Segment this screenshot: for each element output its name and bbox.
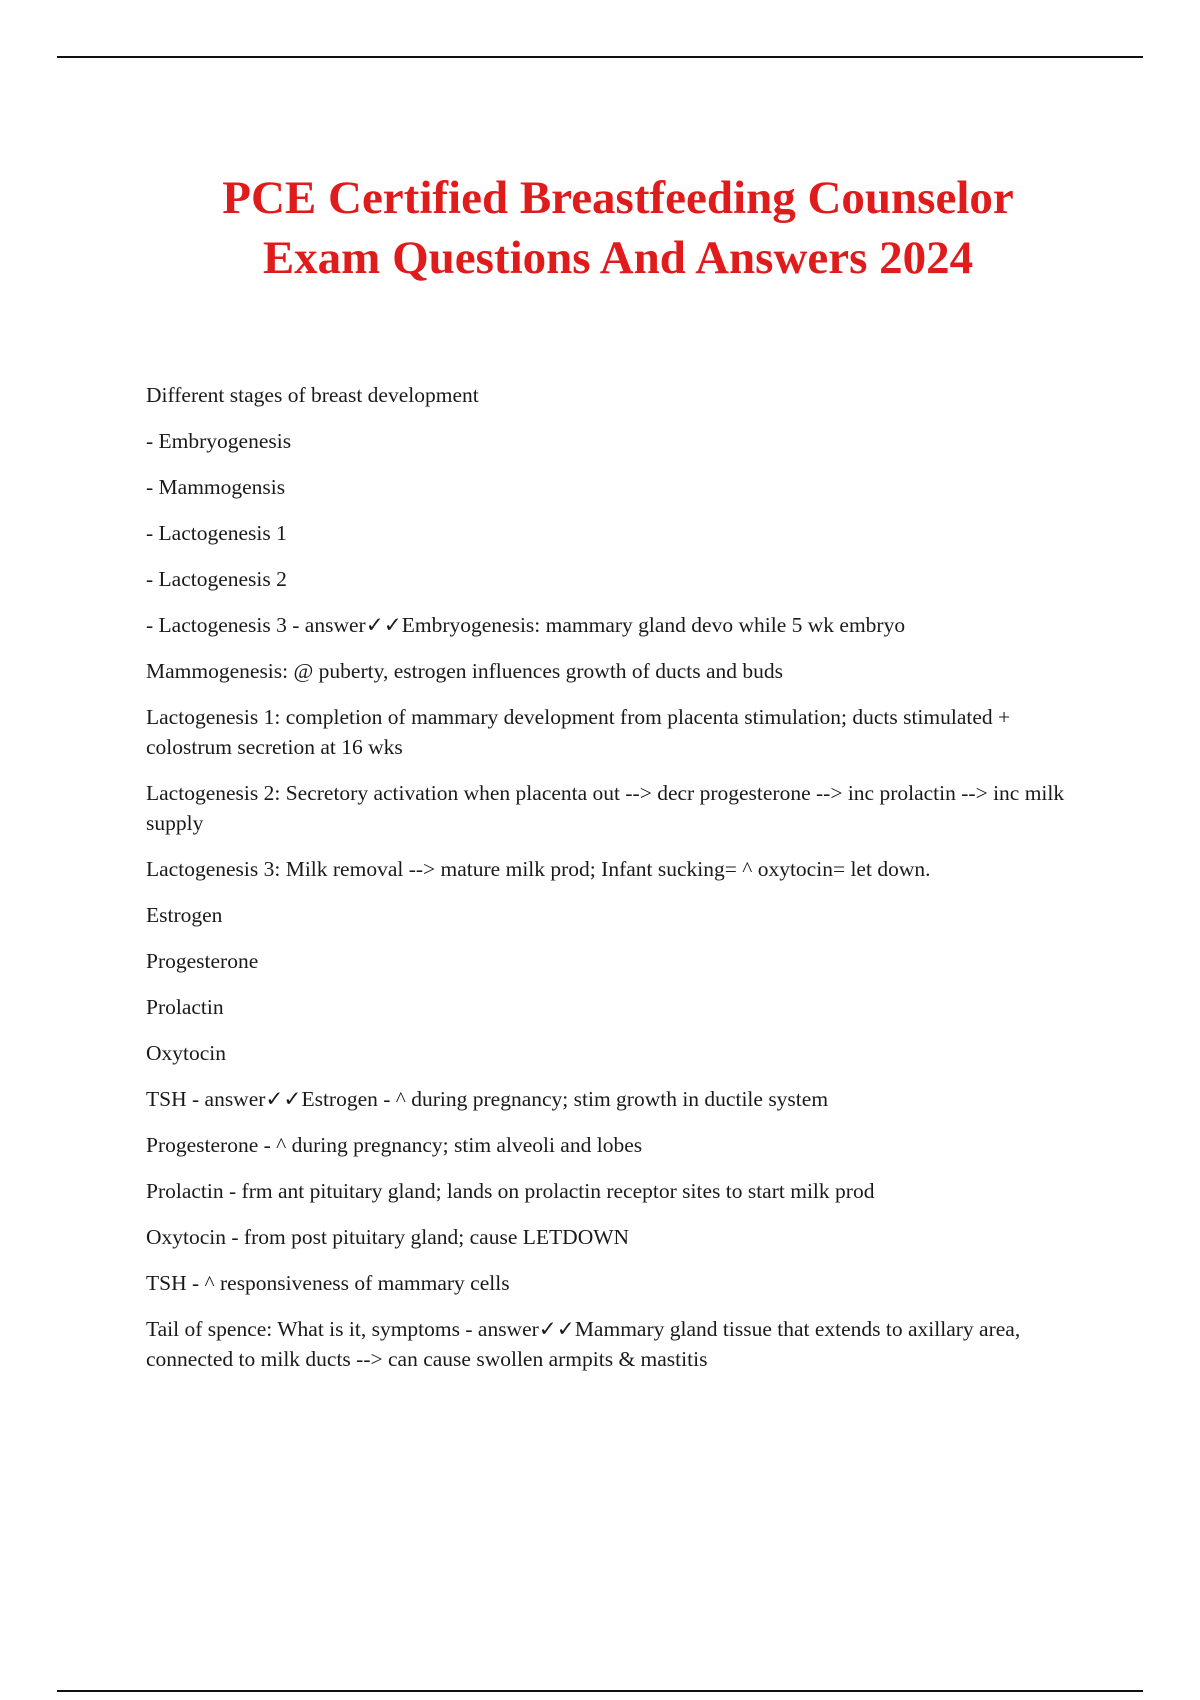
paragraph: TSH - answer✓✓Estrogen - ^ during pregnancy; stim growth in ductile system bbox=[146, 1087, 829, 1111]
title-line-1: PCE Certified Breastfeeding Counselor bbox=[222, 172, 1014, 224]
paragraph: Prolactin bbox=[146, 995, 224, 1019]
paragraph: - Lactogenesis 3 - answer✓✓Embryogenesis: mammary gland devo while 5 wk embryo bbox=[146, 613, 906, 637]
paragraph: Estrogen bbox=[146, 903, 223, 927]
paragraph: TSH - ^ responsiveness of mammary cells bbox=[146, 1271, 510, 1295]
paragraph: - Mammogensis bbox=[146, 475, 286, 499]
paragraph: Oxytocin - from post pituitary gland; cause LETDOWN bbox=[146, 1225, 630, 1249]
paragraph: - Lactogenesis 1 bbox=[146, 521, 287, 545]
paragraph: Oxytocin bbox=[146, 1041, 227, 1065]
paragraph: Lactogenesis 2: Secretory activation when placenta out --> decr progesterone --> inc prolactin --> inc milk supply bbox=[146, 781, 1065, 835]
paragraph: Lactogenesis 3: Milk removal --> mature milk prod; Infant sucking= ^ oxytocin= let down. bbox=[146, 857, 931, 881]
paragraph: - Lactogenesis 2 bbox=[146, 567, 287, 591]
paragraph: Progesterone - ^ during pregnancy; stim alveoli and lobes bbox=[146, 1133, 643, 1157]
paragraph: Prolactin - frm ant pituitary gland; lands on prolactin receptor sites to start milk prod bbox=[146, 1179, 875, 1203]
paragraph: Tail of spence: What is it, symptoms - answer✓✓Mammary gland tissue that extends to axillary area, connected to milk ducts --> can cause swollen armpits & mastitis bbox=[146, 1317, 1021, 1371]
document-body bbox=[146, 380, 1086, 1390]
page-title bbox=[0, 168, 1200, 288]
paragraph: Lactogenesis 1: completion of mammary development from placenta stimulation; ducts stimulated + colostrum secretion at 16 wks bbox=[146, 705, 1011, 759]
top-rule bbox=[57, 56, 1143, 58]
title-line-2: Exam Questions And Answers 2024 bbox=[262, 232, 974, 284]
bottom-rule bbox=[57, 1690, 1143, 1692]
paragraph: Progesterone bbox=[146, 949, 259, 973]
paragraph: Mammogenesis: @ puberty, estrogen influences growth of ducts and buds bbox=[146, 659, 784, 683]
paragraph: Different stages of breast development bbox=[146, 383, 479, 407]
paragraph: - Embryogenesis bbox=[146, 429, 292, 453]
